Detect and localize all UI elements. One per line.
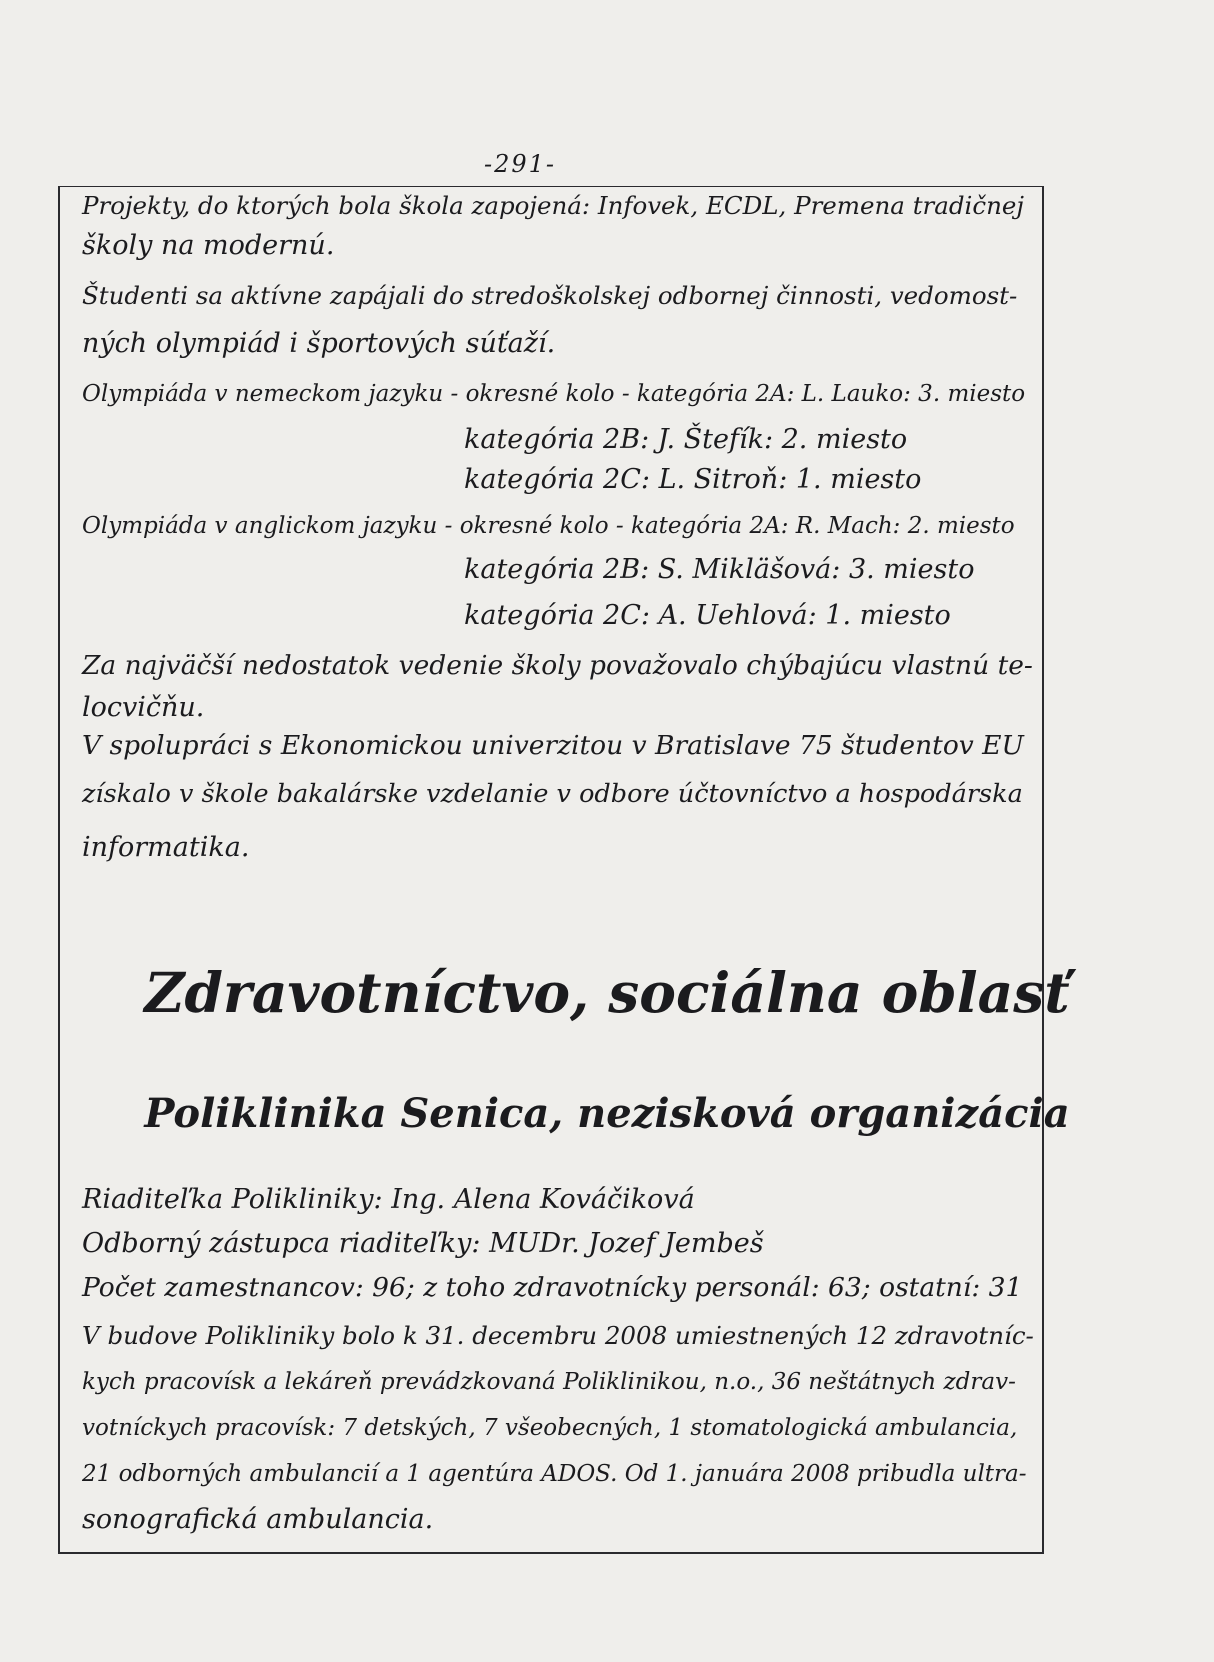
text-line: kategória 2C: A. Uehlová: 1. miesto: [464, 600, 951, 631]
text-line: Projekty, do ktorých bola škola zapojená: Infovek, ECDL, Premena tradičnej: [82, 191, 1024, 220]
section-title: [0, 960, 1214, 1025]
page-frame-bottom: [58, 1552, 1044, 1554]
text-line: V budove Polikliniky bolo k 31. decembru 2008 umiestnených 12 zdravotníc-: [82, 1321, 1034, 1350]
text-line: Riaditeľka Polikliniky: Ing. Alena Kováčiková: [82, 1184, 695, 1215]
text-line: ných olympiád i športových súťaží.: [82, 328, 556, 359]
section-subtitle: [0, 1090, 1214, 1137]
text-line: získalo v škole bakalárske vzdelanie v odbore účtovníctvo a hospodárska: [82, 779, 1023, 809]
text-line: školy na modernú.: [82, 230, 335, 261]
text-line: votníckych pracovísk: 7 detských, 7 všeobecných, 1 stomatologická ambulancia,: [82, 1415, 1018, 1441]
text-line: Odborný zástupca riaditeľky: MUDr. Jozef Jembeš: [82, 1228, 764, 1259]
text-line: Olympiáda v anglickom jazyku - okresné kolo - kategória 2A: R. Mach: 2. miesto: [82, 513, 1015, 539]
text-line: Za najväčší nedostatok vedenie školy považovalo chýbajúcu vlastnú te-: [82, 650, 1033, 681]
text-line: locvičňu.: [82, 692, 205, 723]
text-line: informatika.: [82, 832, 250, 863]
text-line: 21 odborných ambulancií a 1 agentúra ADOS. Od 1. januára 2008 pribudla ultra-: [82, 1461, 1027, 1487]
section-subtitle-text: Poliklinika Senica, nezisková organizácia: [144, 1090, 1070, 1137]
text-line: kych pracovísk a lekáreň prevádzkovaná Poliklinikou, n.o., 36 neštátnych zdrav-: [82, 1369, 1016, 1395]
section-title-text: Zdravotníctvo, sociálna oblasť: [144, 960, 1070, 1025]
text-line: kategória 2B: S. Mikläšová: 3. miesto: [464, 554, 975, 585]
text-line: kategória 2C: L. Sitroň: 1. miesto: [464, 464, 922, 495]
text-line: sonografická ambulancia.: [82, 1504, 434, 1535]
text-line: Olympiáda v nemeckom jazyku - okresné kolo - kategória 2A: L. Lauko: 3. miesto: [82, 381, 1026, 407]
text-line: kategória 2B: J. Štefík: 2. miesto: [464, 424, 908, 455]
text-line: Počet zamestnancov: 96; z toho zdravotnícky personál: 63; ostatní: 31: [82, 1272, 1023, 1303]
text-line: V spolupráci s Ekonomickou univerzitou v Bratislave 75 študentov EU: [82, 730, 1024, 761]
text-line: Študenti sa aktívne zapájali do stredoškolskej odbornej činnosti, vedomost-: [82, 281, 1018, 310]
page-number: -291-: [483, 150, 557, 178]
